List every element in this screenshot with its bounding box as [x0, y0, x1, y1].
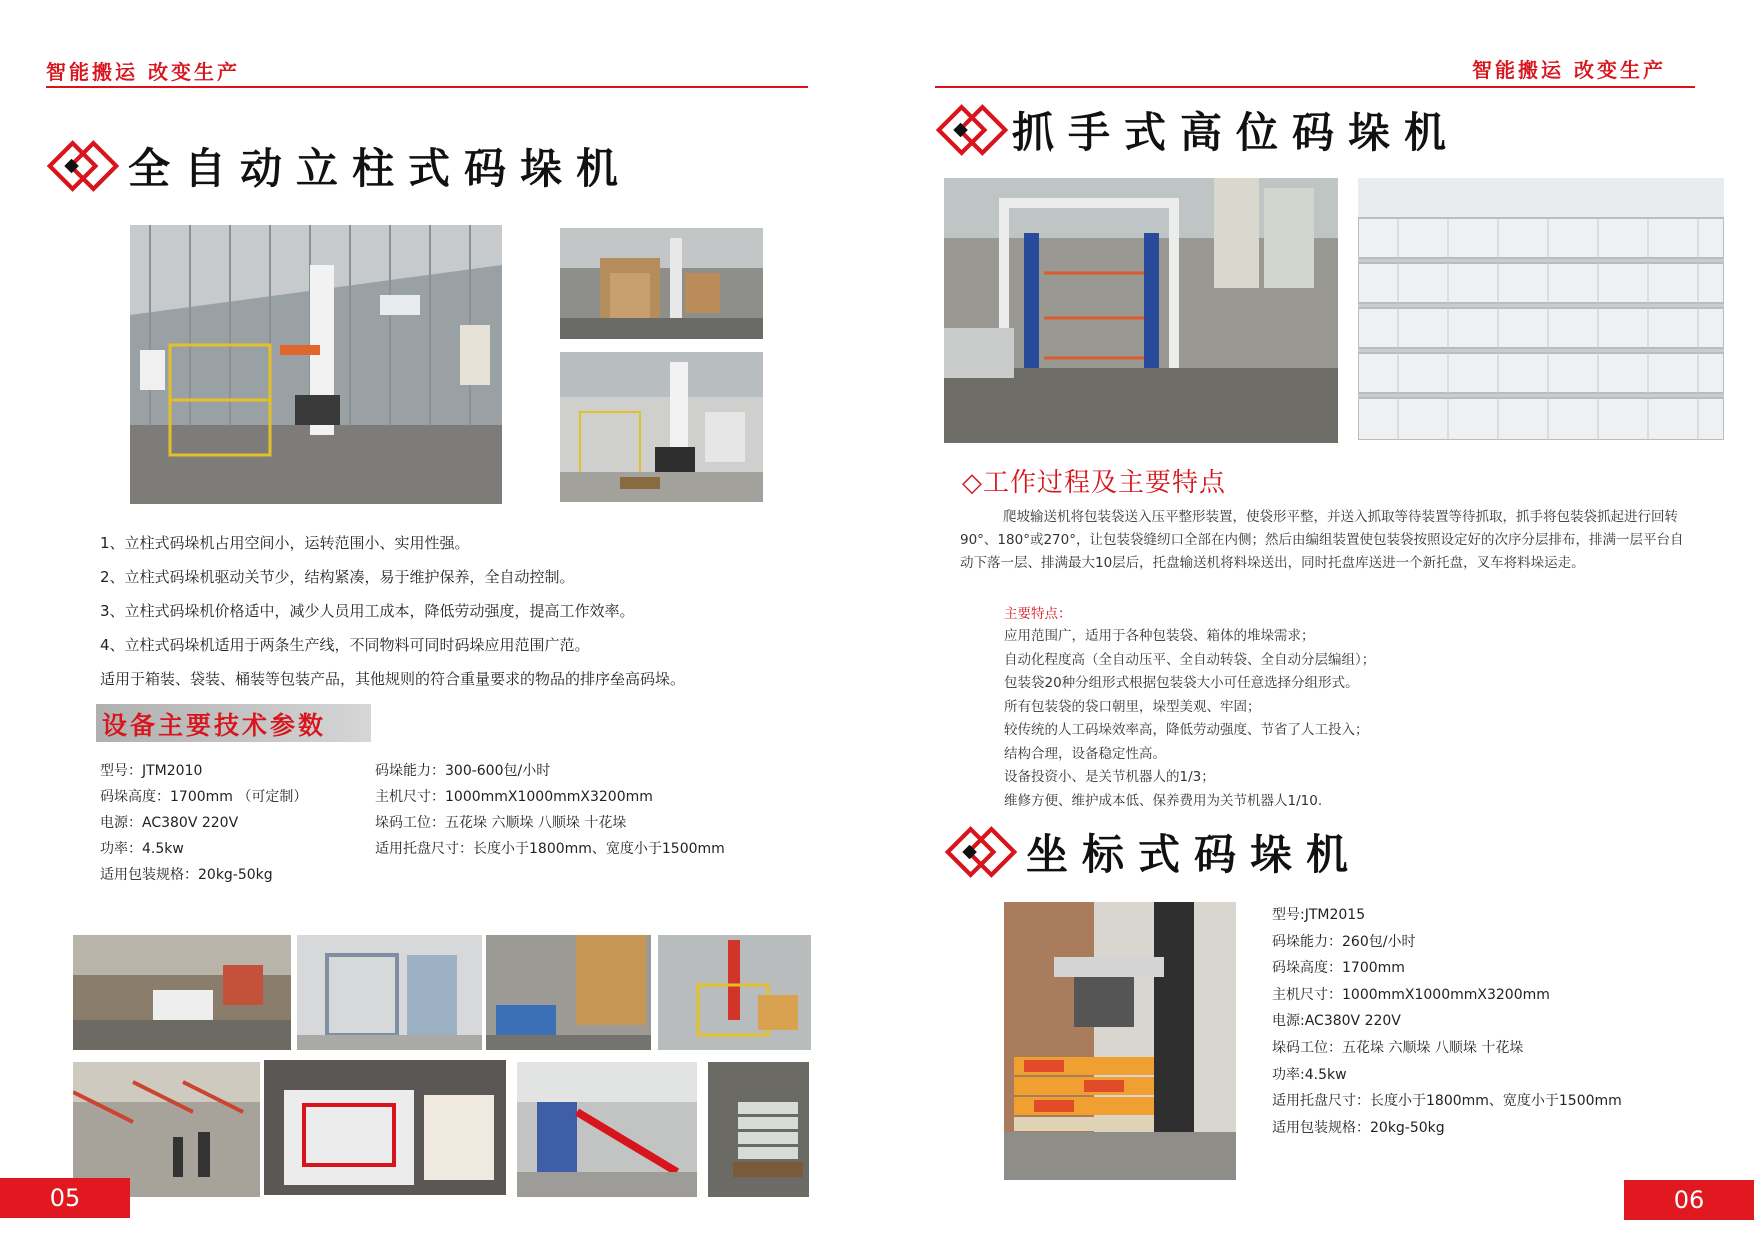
param-pallet-size: 适用托盘尺寸：长度小于1800mm、宽度小于1500mm	[375, 841, 725, 857]
diamond-logo-icon	[944, 826, 1018, 878]
gallery-photo-4	[658, 935, 811, 1050]
spec-item: 适用托盘尺寸：长度小于1800mm、宽度小于1500mm	[1272, 1093, 1622, 1110]
spec-item: 电源:AC380V 220V	[1272, 1013, 1401, 1030]
feature-item: 较传统的人工码垛效率高，降低劳动强度、节省了人工投入；	[1004, 722, 1369, 738]
feature-item: 3、立柱式码垛机价格适中，减少人员用工成本，降低劳动强度，提高工作效率。	[100, 602, 635, 620]
param-model: 型号：JTM2010	[100, 763, 203, 779]
spec-item: 型号:JTM2015	[1272, 907, 1366, 923]
gripper-palletizer-photo	[944, 178, 1338, 443]
feature-item: 适用于箱装、袋装、桶装等包装产品，其他规则的符合重量要求的物品的排序垒高码垛。	[100, 670, 686, 688]
stacked-bags-photo	[1358, 178, 1724, 440]
spec-item: 码垛能力：260包/小时	[1272, 933, 1416, 950]
column-palletizer-workshop-photo	[560, 352, 763, 502]
header-slogan-right: 智能搬运 改变生产	[1472, 58, 1666, 82]
feature-item: 设备投资小、是关节机器人的1/3；	[1004, 769, 1215, 785]
page-number-left: 05	[0, 1178, 130, 1218]
feature-item: 维修方便、维护成本低、保养费用为关节机器人1/10.	[1004, 792, 1323, 809]
params-heading: 设备主要技术参数	[102, 711, 327, 740]
main-features-list	[1004, 625, 1375, 813]
gallery-photo-2	[297, 935, 482, 1050]
diamond-logo-icon	[935, 104, 1009, 156]
feature-item: 1、立柱式码垛机占用空间小，运转范围小、实用性强。	[100, 534, 470, 552]
coordinate-spec-list	[1272, 902, 1622, 1141]
param-power-source: 电源：AC380V 220V	[100, 815, 239, 831]
param-height: 码垛高度：1700mm （可定制）	[100, 789, 308, 805]
feature-item: 结构合理，设备稳定性高。	[1004, 745, 1166, 762]
param-power: 功率：4.5kw	[100, 841, 184, 857]
left-page-title: 全自动立柱式码垛机	[128, 144, 633, 193]
header-rule-right	[935, 86, 1695, 88]
coordinate-palletizer-photo	[1004, 902, 1236, 1180]
param-capacity: 码垛能力：300-600包/小时	[375, 763, 551, 779]
param-host-size: 主机尺寸：1000mmX1000mmX3200mm	[375, 789, 653, 805]
spec-item: 功率:4.5kw	[1272, 1066, 1347, 1083]
gallery-photo-6	[264, 1060, 506, 1195]
feature-item: 自动化程度高（全自动压平、全自动转袋、全自动分层编组）；	[1004, 651, 1376, 668]
feature-item: 4、立柱式码垛机适用于两条生产线，不同物料可同时码垛应用范围广范。	[100, 636, 590, 654]
param-package-spec: 适用包装规格：20kg-50kg	[100, 867, 273, 883]
right-page-title-gripper: 抓手式高位码垛机	[1012, 108, 1461, 157]
column-palletizer-boxes-photo	[560, 228, 763, 339]
header-slogan-left: 智能搬运 改变生产	[46, 60, 240, 84]
process-description: 爬坡输送机将包装袋送入压平整形装置，使袋形平整，并送入抓取等待装置等待抓取，抓手将包装袋抓起进行回转90°、180°或270°，让包装袋缝纫口全部在内侧；然后由编组装置使包装袋按照设定好的次序分层排布，排满一层平台自动下落一层、排满最大10层后，托盘输送机将料垛送出，同时托盘库送进一个新托盘，叉车将料垛运走。	[960, 509, 1684, 571]
gallery-photo-1	[73, 935, 291, 1050]
feature-item: 包装袋20种分组形式根据包装袋大小可任意选择分组形式。	[1004, 675, 1359, 691]
gallery-photo-3	[486, 935, 651, 1050]
param-stack-positions: 垛码工位：五花垛 六顺垛 八顺垛 十花垛	[375, 815, 627, 831]
feature-item: 所有包装袋的袋口朝里，垛型美观、牢固；	[1004, 698, 1261, 715]
gallery-photo-8	[708, 1062, 809, 1197]
right-page-title-coordinate: 坐标式码垛机	[1026, 830, 1363, 879]
process-heading: ◇工作过程及主要特点	[962, 468, 1226, 498]
page-number-right: 06	[1624, 1180, 1754, 1220]
spec-item: 主机尺寸：1000mmX1000mmX3200mm	[1272, 986, 1550, 1003]
spec-item: 适用包装规格：20kg-50kg	[1272, 1119, 1445, 1136]
spec-item: 垛码工位：五花垛 六顺垛 八顺垛 十花垛	[1272, 1039, 1524, 1056]
column-palletizer-photo	[130, 225, 502, 504]
left-feature-list	[100, 526, 685, 696]
gallery-photo-5	[73, 1062, 260, 1197]
gallery-photo-7	[517, 1062, 697, 1197]
header-rule-left	[46, 86, 808, 88]
feature-item: 2、立柱式码垛机驱动关节少，结构紧凑，易于维护保养，全自动控制。	[100, 568, 575, 586]
spec-item: 码垛高度：1700mm	[1272, 960, 1405, 977]
main-features-label: 主要特点：	[1004, 606, 1072, 622]
feature-item: 应用范围广，适用于各种包装袋、箱体的堆垛需求；	[1004, 628, 1315, 644]
diamond-logo-icon	[46, 140, 120, 192]
